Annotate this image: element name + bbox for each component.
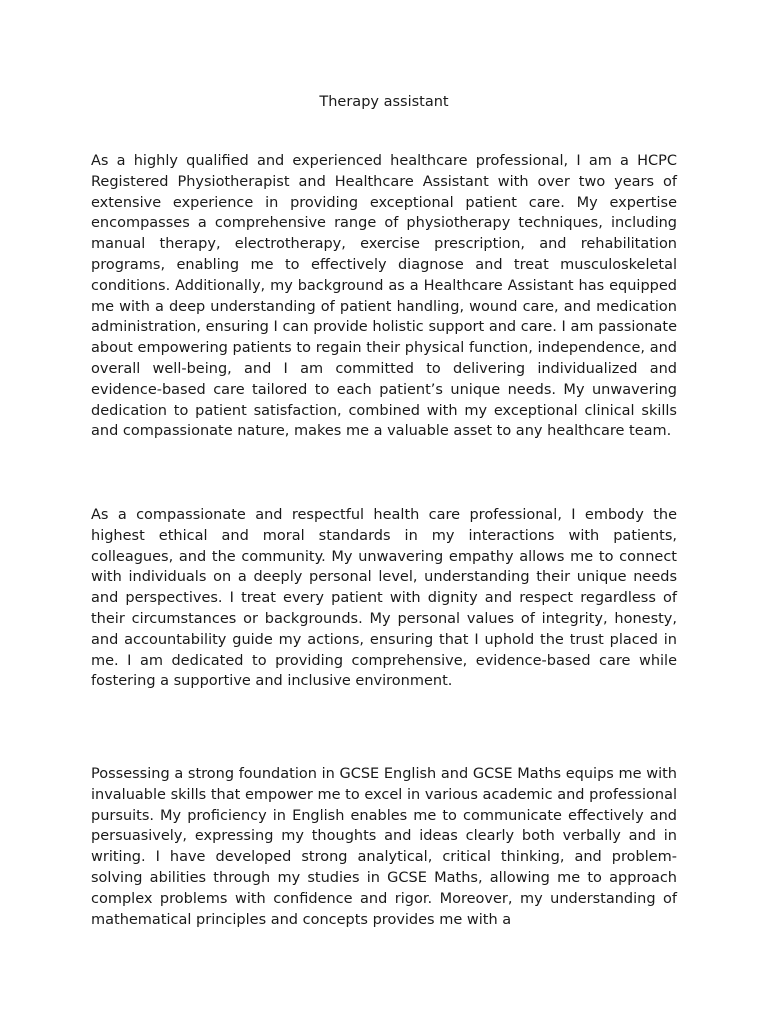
paragraph-values: As a compassionate and respectful health care professional, I embody the highest ethical and moral standards in my interactions with patients, colleagues, and the community. My unwavering empathy allows me to connect with individuals on a deeply personal level, understanding their unique needs and perspectives. I treat every patient with dignity and respect regardless of their circumstances or backgrounds. My personal values of integrity, honesty, and accountability guide my actions, ensuring that I uphold the trust placed in me. I am dedicated to providing comprehensive, evidence-based care while fostering a supportive and inclusive environment.: [91, 507, 677, 690]
paragraph-professional-summary: As a highly qualified and experienced healthcare professional, I am a HCPC Registered Physiotherapist and Healthcare Assistant with over two years of extensive experience in providing exceptional patient care. My expertise encompasses a comprehensive range of physiotherapy techniques, including manual therapy, electrotherapy, exercise prescription, and rehabilitation programs, enabling me to effectively diagnose and treat musculoskeletal conditions. Additionally, my background as a Healthcare Assistant has equipped me with a deep understanding of patient handling, wound care, and medication administration, ensuring I can provide holistic support and care. I am passionate about empowering patients to regain their physical function, independence, and overall well-being, and I am committed to delivering individualized and evidence-based care tailored to each patient’s unique needs. My unwavering dedication to patient satisfaction, combined with my exceptional clinical skills and compassionate nature, makes me a valuable asset to any healthcare team.: [91, 153, 677, 440]
paragraph-education: Possessing a strong foundation in GCSE English and GCSE Maths equips me with invaluable skills that empower me to excel in various academic and professional pursuits. My proficiency in English enables me to communicate effectively and persuasively, expressing my thoughts and ideas clearly both verbally and in writing. I have developed strong analytical, critical thinking, and problem-solving abilities through my studies in GCSE Maths, allowing me to approach complex problems with confidence and rigor. Moreover, my understanding of mathematical principles and concepts provides me with a: [91, 766, 677, 928]
document-title: Therapy assistant: [319, 94, 449, 110]
